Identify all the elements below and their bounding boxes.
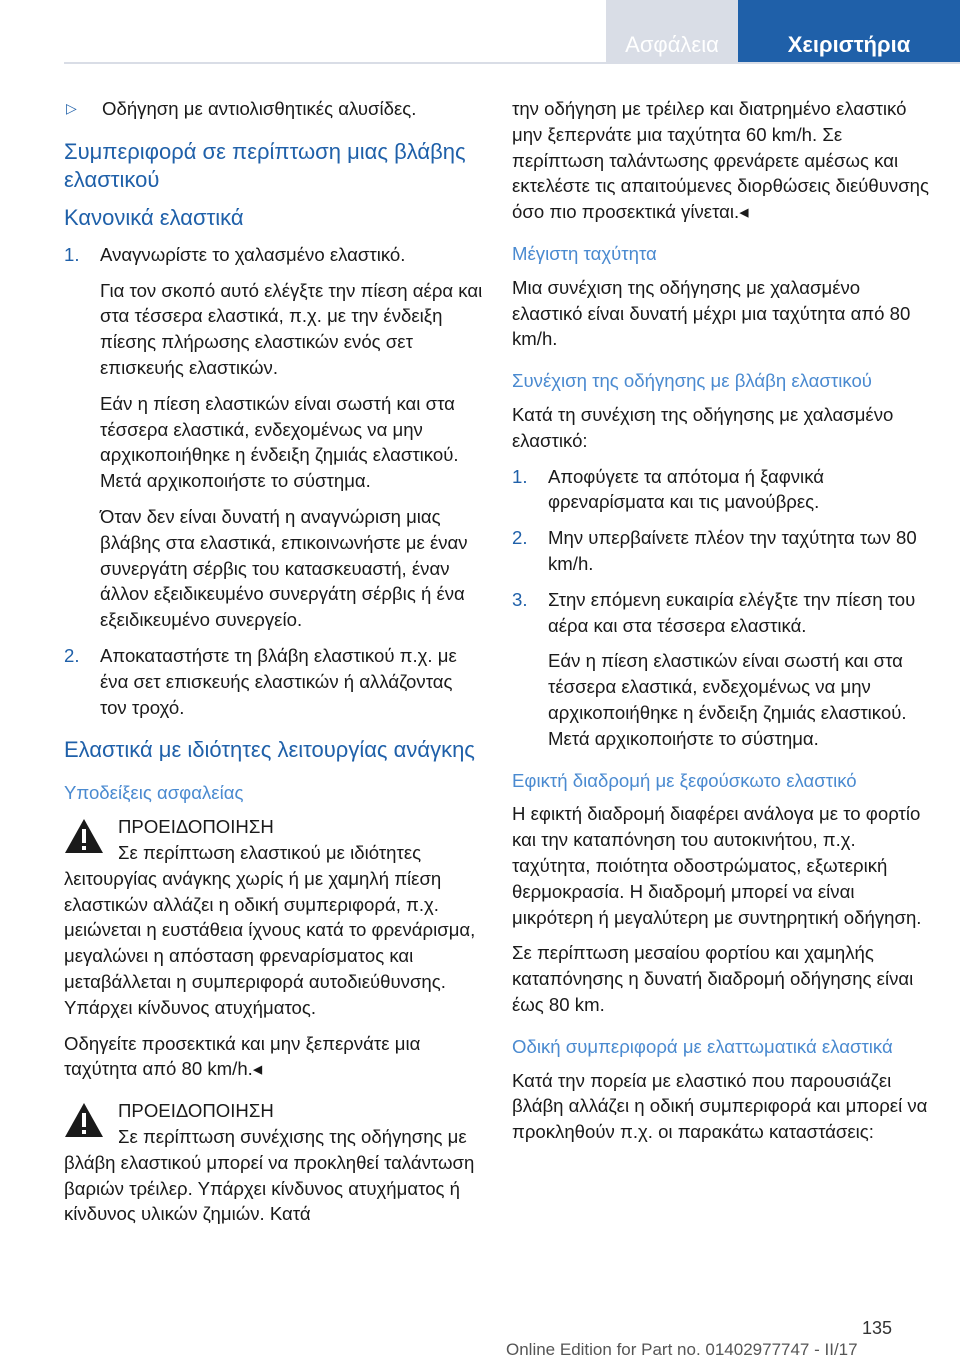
right-column — [512, 96, 932, 1155]
paragraph: Εάν η πίεση ελαστικών είναι σωστή και στα τέσσερα ελαστικά, ενδεχομένως να μην αρχικοποιήθηκε η ένδειξη ζημιάς ελαστικού. Μετά αρχικοποιήστε το σύστημα. — [100, 392, 459, 492]
step-text: Αναγνωρίστε το χαλασμένο ελαστικό. — [100, 243, 406, 265]
paragraph: Κατά την πορεία με ελαστικό που παρουσιάζει βλάβη αλλάζει η οδική συμπεριφορά και μπορεί να προκληθούν π.χ. οι παρακάτω καταστάσεις: — [512, 1069, 928, 1143]
tab-safety[interactable]: Ασφάλεια — [606, 0, 738, 62]
warning-text: Σε περίπτωση συνέχισης της οδήγησης με βλάβη ελαστικού μπορεί να προκληθεί ταλάντωση βαριών τρέιλερ. Υπάρχει κίνδυνος ατυχήματος ή κίνδυνος υλικών ζημιών. Κατά — [64, 1125, 475, 1225]
list-item — [64, 643, 484, 720]
section-heading: Ελαστικά με ιδιότητες λειτουργίας ανάγκης — [64, 737, 475, 763]
step-number: 2. — [64, 644, 80, 666]
list-item — [64, 96, 484, 122]
paragraph: Όταν δεν είναι δυνατή η αναγνώριση μιας βλάβης στα ελαστικά, επικοινωνήστε με έναν συνεργάτη σέρβις του κατασκευαστή, έναν άλλον εξειδικευμένο συνεργάτη σέρβις ή ένα εξειδικευμένο συνεργείο. — [100, 505, 468, 631]
subsection-heading: Οδική συμπεριφορά με ελαττωματικά ελαστικά — [512, 1035, 893, 1057]
subsection-heading: Συνέχιση της οδήγησης με βλάβη ελαστικού — [512, 370, 872, 392]
paragraph: Μια συνέχιση της οδήγησης με χαλασμένο ελαστικό είναι δυνατή μέχρι μια ταχύτητα από 80 km/h. — [512, 276, 911, 350]
triangle-bullet-icon: ▷ — [66, 100, 77, 116]
subsection-heading: Μέγιστη ταχύτητα — [512, 242, 657, 264]
warning-box — [64, 1098, 484, 1227]
page-number: 135 — [862, 1318, 893, 1338]
tab-controls[interactable]: Χειριστήρια — [738, 0, 960, 62]
step-number: 3. — [512, 588, 528, 610]
warning-triangle-icon — [64, 818, 104, 854]
step-number: 1. — [512, 465, 528, 487]
left-column — [64, 96, 484, 1237]
warning-title: ΠΡΟΕΙΔΟΠΟΙΗΣΗ — [118, 816, 274, 838]
step-text: Αποκαταστήστε τη βλάβη ελαστικού π.χ. με ένα σετ επισκευής ελαστικών ή αλλάζοντας τον τροχό. — [100, 644, 457, 718]
list-item — [64, 242, 484, 268]
warning-triangle-icon — [64, 1102, 104, 1138]
warning-text: Οδηγείτε προσεκτικά και μην ξεπερνάτε μια ταχύτητα από 80 km/h.◂ — [64, 1032, 421, 1080]
subsection-heading: Υποδείξεις ασφαλείας — [64, 782, 244, 804]
warning-text: Σε περίπτωση ελαστικού με ιδιότητες λειτουργίας ανάγκης χωρίς ή με χαμηλή πίεση ελαστικών αλλάζει η οδική συμπεριφορά, π.χ. μειώνεται η ευστάθεια ίχνους κατά το φρενάρισμα, μεγαλώνει η απόσταση φρεναρίσματος και μεταβάλλεται η συμπεριφορά αυτοδιεύθυνσης. Υπάρχει κίνδυνος ατυχήματος. — [64, 841, 476, 1018]
paragraph: Εάν η πίεση ελαστικών είναι σωστή και στα τέσσερα ελαστικά, ενδεχομένως να μην αρχικοποιήθηκε η ένδειξη ζημιάς ελαστικού. Μετά αρχικοποιήστε το σύστημα. — [548, 650, 907, 749]
bullet-text: Οδήγηση με αντιολισθητικές αλυσίδες. — [102, 98, 417, 119]
paragraph: Η εφικτή διαδρομή διαφέρει ανάλογα με το φορτίο και την καταπόνηση του αυτοκινήτου, π.χ. ταχύτητα, ποιότητα οδοστρώματος, εξωτερική θερμοκρασία. Η διαδρομή μπορεί να είναι μικρότερη ή μεγαλύτερη με συντηρητική οδήγηση. — [512, 803, 922, 928]
step-number: 2. — [512, 527, 528, 549]
paragraph: Κατά τη συνέχιση της οδήγησης με χαλασμένο ελαστικό: — [512, 403, 894, 451]
step-number: 1. — [64, 243, 80, 265]
paragraph: Για τον σκοπό αυτό ελέγξτε την πίεση αέρα και στα τέσσερα ελαστικά, π.χ. με την ένδειξη πίεσης πλήρωσης ελαστικών ενός σετ επισκευής ελαστικών. — [100, 279, 483, 378]
subsection-heading: Κανονικά ελαστικά — [64, 204, 244, 230]
paragraph: Σε περίπτωση μεσαίου φορτίου και χαμηλής καταπόνησης η δυνατή διαδρομή οδήγησης είναι έως 80 km. — [512, 942, 914, 1015]
paragraph: την οδήγηση με τρέιλερ και διατρημένο ελαστικό μην ξεπερνάτε μια ταχύτητα 60 km/h. Σε περίπτωση ταλάντωσης φρενάρετε αμέσως και εκτελέστε τις απαιτούμενες διορθώσεις διεύθυνσης όσο πιο προσεκτικά γίνεται.◂ — [512, 98, 929, 223]
page-header — [0, 0, 960, 62]
step-text: Στην επόμενη ευκαιρία ελέγξτε την πίεση του αέρα και στα τέσσερα ελαστικά. — [548, 588, 916, 636]
edition-footer: Online Edition for Part no. 01402977747 - II/17 — [506, 1340, 858, 1359]
step-text: Μην υπερβαίνετε πλέον την ταχύτητα των 80 km/h. — [548, 527, 917, 574]
subsection-heading: Εφικτή διαδρομή με ξεφούσκωτο ελαστικό — [512, 769, 857, 791]
step-text: Αποφύγετε τα απότομα ή ξαφνικά φρεναρίσματα και τις μανούβρες. — [548, 465, 825, 513]
header-divider — [64, 62, 960, 64]
warning-title: ΠΡΟΕΙΔΟΠΟΙΗΣΗ — [118, 1100, 274, 1122]
list-item — [512, 587, 932, 639]
list-item — [512, 525, 932, 577]
section-heading: Συμπεριφορά σε περίπτωση μιας βλάβης ελαστικού — [64, 138, 466, 192]
list-item — [512, 464, 932, 516]
warning-box — [64, 814, 484, 1082]
